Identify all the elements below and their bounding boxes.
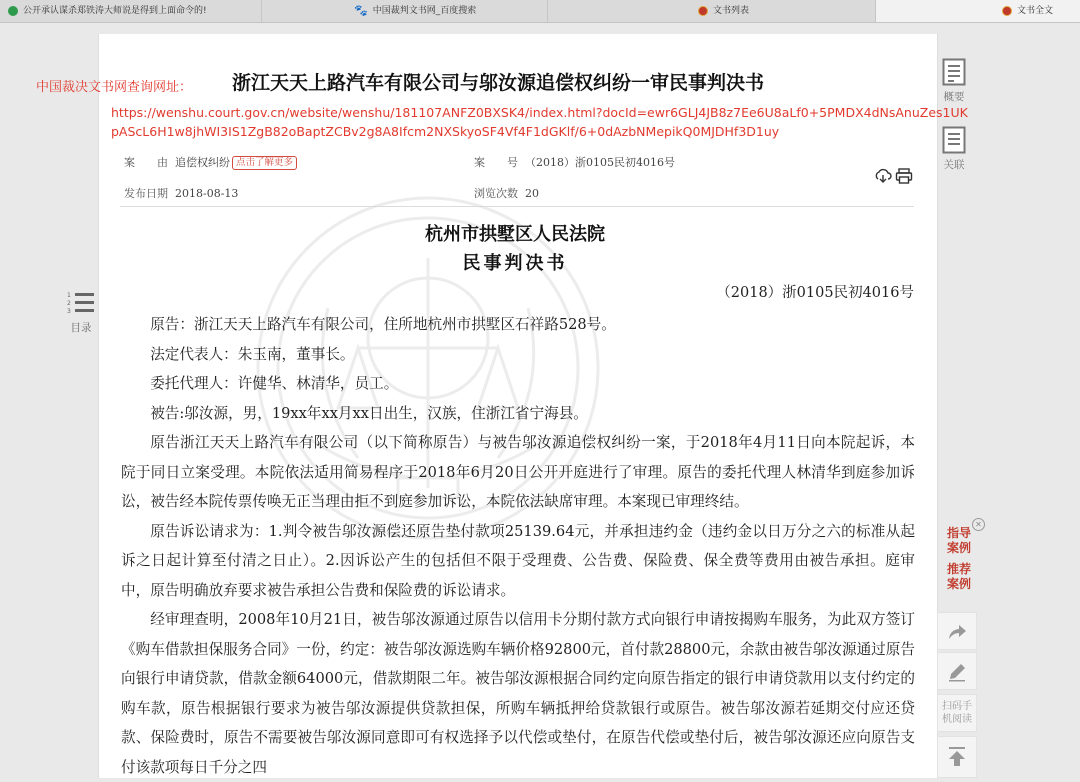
baidu-paw-icon: 🐾 bbox=[354, 3, 368, 17]
paragraph-plaintiff: 原告：浙江天天上路汽车有限公司，住所地杭州市拱墅区石祥路528号。 bbox=[150, 316, 616, 333]
browser-tab-4-active[interactable] bbox=[876, 0, 1080, 22]
list-numbered-icon bbox=[66, 291, 96, 317]
document-related-icon bbox=[942, 126, 966, 154]
meta-publish-date bbox=[124, 185, 238, 201]
paragraph-legal-rep: 法定代表人：朱玉南，董事长。 bbox=[150, 345, 355, 363]
paragraph-defendant: 被告:邬汝源，男，19xx年xx月xx日出生，汉族，住浙江省宁海县。 bbox=[150, 404, 588, 422]
green-dot-icon bbox=[8, 6, 18, 16]
meta-caseno-label: 案 号 bbox=[474, 156, 518, 169]
document-type: 民事判决书 bbox=[462, 253, 568, 274]
svg-text:3: 3 bbox=[67, 308, 71, 315]
arrow-up-icon bbox=[947, 746, 967, 768]
print-icon[interactable] bbox=[895, 168, 913, 184]
paragraph-case-intro: 原告浙江天天上路汽车有限公司（以下简称原告）与被告邬汝源追偿权纠纷一案，于2018年4月11日向本院起诉，本院于同日立案受理。本院依法适用简易程序于2018年6月20日公开开庭进行了审理。原告的委托代理人林清华到庭参加诉讼，被告经本院传票传唤无正当理由拒不到庭参加诉讼，本院依法缺席审理。本案现已审理终结。 bbox=[121, 434, 915, 510]
meta-cause bbox=[124, 154, 297, 170]
paragraph-findings: 经审理查明，2008年10月21日，被告邬汝源通过原告以信用卡分期付款方式向银行申请按揭购车服务，为此双方签订《购车借款担保服务合同》一份，约定：被告邬汝源选购车辆价格92800元，首付款28800元，余款由被告邬汝源通过原告向银行申请贷款，借款金额64000元，借款期限二年。被告邬汝源根据合同约定向原告指定的银行申请贷款用以支付约定的购车款，原告根据银行要求为被告邬汝源提供贷款担保，所购车辆抵押给贷款银行或原告。被告邬汝源若延期交付应还贷款、保险费时，原告不需要被告邬汝源同意即可有权选择予以代偿或垫付，在原告代偿或垫付后，被告邬汝源还应向原告支付该款项每日千分之四 bbox=[121, 611, 915, 776]
related-label: 关联 bbox=[943, 159, 965, 171]
recommended-cases-link[interactable]: 推荐案例 bbox=[946, 562, 971, 591]
share-button[interactable] bbox=[937, 612, 977, 650]
court-emblem-icon bbox=[1002, 6, 1012, 16]
browser-tab-2[interactable] bbox=[262, 0, 548, 22]
browser-tab-1[interactable] bbox=[0, 0, 262, 22]
close-icon[interactable]: ✕ bbox=[972, 518, 985, 531]
summary-label: 概要 bbox=[943, 91, 965, 103]
meta-caseno-value: （2018）浙0105民初4016号 bbox=[525, 156, 675, 169]
meta-date-value: 2018-08-13 bbox=[175, 187, 239, 200]
back-to-top-button[interactable] bbox=[937, 736, 977, 778]
edit-note-button[interactable] bbox=[937, 652, 977, 690]
meta-cause-label: 案 由 bbox=[124, 156, 168, 169]
meta-divider bbox=[120, 206, 914, 207]
court-name: 杭州市拱墅区人民法院 bbox=[425, 224, 605, 245]
tab-title: 文书全文 bbox=[1017, 6, 1054, 16]
case-number: （2018）浙0105民初4016号 bbox=[716, 285, 914, 301]
meta-views-value: 20 bbox=[525, 187, 539, 200]
toc-button[interactable] bbox=[62, 291, 100, 335]
guide-cases-link[interactable]: 指导案例 bbox=[946, 526, 971, 555]
document-summary-icon bbox=[942, 58, 966, 86]
svg-text:2: 2 bbox=[67, 300, 71, 307]
recommend-panel bbox=[940, 526, 978, 592]
svg-text:1: 1 bbox=[67, 292, 71, 299]
overlay-query-url[interactable]: https://wenshu.court.gov.cn/website/wenshu/181107ANFZ0BXSK4/index.html?docId=ewr6GLJ4JB8z7Ee6U8aLf0+5PMDX4dNsAnuZes1UKpAScL6H1w8jhWI3IS1ZgB82oBaptZCBv2g8A8Ifcm2NXSkyoSF4Vf4F1dGKlf/6+0dAzbNMepikQ0MJDHf3D1uy bbox=[111, 105, 968, 139]
meta-cause-value: 追偿权纠纷 bbox=[175, 156, 230, 169]
browser-tab-3[interactable] bbox=[548, 0, 876, 22]
download-icon[interactable] bbox=[874, 168, 892, 184]
document-title: 浙江天天上路汽车有限公司与邬汝源追偿权纠纷一审民事判决书 bbox=[232, 72, 765, 94]
meta-case-number bbox=[474, 154, 675, 170]
browser-tab-bar bbox=[0, 0, 1080, 23]
tab-title: 公开承认谋杀郑铁涛大师说是得到上面命令的! bbox=[23, 6, 207, 16]
tab-title: 中国裁判文书网_百度搜索 bbox=[372, 6, 477, 16]
toc-label: 目录 bbox=[70, 322, 92, 334]
overlay-query-label: 中国裁决文书网查询网址： bbox=[36, 80, 193, 95]
court-emblem-icon bbox=[698, 6, 708, 16]
related-button[interactable] bbox=[936, 126, 972, 172]
paragraph-claims: 原告诉讼请求为：1.判令被告邬汝源偿还原告垫付款项25139.64元，并承担违约金（违约金以日万分之六的标准从起诉之日起计算至付清之日止）。2.因诉讼产生的包括但不限于受理费、公告费、保险费、保全费等费用由被告承担。庭审中，原告明确放弃要求被告承担公告费和保险费的诉讼请求。 bbox=[121, 522, 915, 599]
pencil-icon bbox=[947, 662, 967, 682]
learn-more-button[interactable]: 点击了解更多 bbox=[232, 156, 297, 170]
judgment-body bbox=[121, 310, 915, 782]
scan-mobile-label: 扫码手机阅读 bbox=[942, 701, 972, 725]
meta-views-label: 浏览次数 bbox=[474, 187, 518, 200]
paragraph-agent: 委托代理人：许健华、林清华，员工。 bbox=[150, 375, 399, 392]
meta-views bbox=[474, 185, 539, 201]
share-arrow-icon bbox=[946, 622, 968, 642]
scan-mobile-button[interactable] bbox=[937, 694, 977, 732]
document-tools bbox=[874, 168, 914, 184]
tab-title: 文书列表 bbox=[713, 6, 750, 16]
summary-button[interactable] bbox=[936, 58, 972, 104]
meta-date-label: 发布日期 bbox=[124, 187, 168, 200]
